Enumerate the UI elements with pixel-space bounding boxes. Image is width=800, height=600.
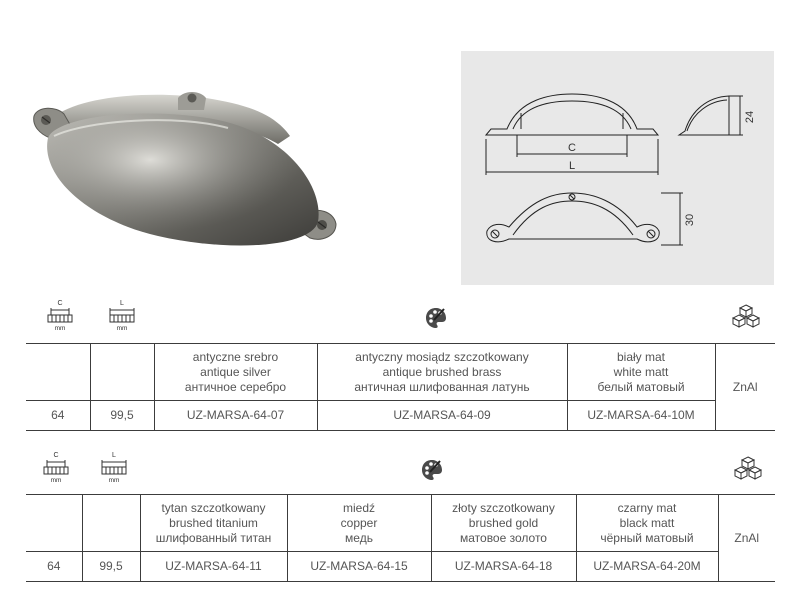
c-header-cell	[26, 495, 82, 552]
technical-drawing	[461, 51, 774, 285]
finish-name-cell	[431, 495, 576, 552]
finish-name-cell	[140, 495, 287, 552]
drawing-c-label: C	[568, 142, 576, 154]
finish-name-ru: античное серебро	[184, 379, 287, 394]
product-code-cell: UZ-MARSA-64-10M	[567, 401, 715, 431]
drawing-width-label: 30	[684, 213, 696, 227]
table-row	[26, 401, 775, 431]
product-photo	[28, 76, 350, 251]
table-row	[26, 552, 775, 582]
finish-name-cell	[576, 495, 718, 552]
finish-name-ru: белый матовый	[597, 379, 685, 394]
c-value-cell: 64	[26, 552, 82, 582]
ruler-c-icon	[46, 300, 74, 334]
product-code-cell: UZ-MARSA-64-07	[154, 401, 317, 431]
l-value-cell: 99,5	[90, 401, 154, 431]
finish-name-en: antique silver	[200, 364, 271, 379]
finish-name-en: brushed gold	[468, 515, 539, 530]
finish-name-ru: чёрный матовый	[600, 530, 694, 545]
spec-table-1	[26, 343, 775, 431]
material-cell: ZnAl	[715, 344, 775, 431]
finish-name-pl: tytan szczotkowany	[161, 500, 266, 515]
finish-name-pl: biały mat	[616, 349, 666, 364]
finish-name-pl: złoty szczotkowany	[452, 500, 555, 515]
l-unit: mm	[116, 325, 128, 332]
l-label: L	[112, 452, 116, 459]
material-cell: ZnAl	[718, 495, 775, 582]
finish-name-pl: czarny mat	[617, 500, 677, 515]
l-unit: mm	[108, 477, 120, 484]
finish-name-en: copper	[340, 515, 378, 530]
finish-name-pl: antyczne srebro	[192, 349, 279, 364]
finish-name-ru: матовое золото	[460, 530, 547, 545]
drawing-svg	[461, 51, 774, 285]
product-code-cell: UZ-MARSA-64-20M	[576, 552, 718, 582]
cubes-icon	[734, 456, 762, 482]
product-code-cell: UZ-MARSA-64-15	[287, 552, 431, 582]
finish-name-ru: медь	[345, 530, 373, 545]
product-code-cell: UZ-MARSA-64-18	[431, 552, 576, 582]
finish-name-pl: miedź	[342, 500, 375, 515]
cubes-icon	[732, 304, 760, 330]
c-unit: mm	[50, 477, 62, 484]
table-row	[26, 495, 775, 552]
finish-name-cell	[154, 344, 317, 401]
c-unit: mm	[54, 325, 66, 332]
l-value-cell: 99,5	[82, 552, 140, 582]
spec-table-2	[26, 494, 775, 582]
drawing-height-label: 24	[744, 110, 756, 124]
l-header-cell	[82, 495, 140, 552]
c-value-cell: 64	[26, 401, 90, 431]
finish-name-cell	[317, 344, 567, 401]
finish-name-en: black matt	[619, 515, 675, 530]
drawing-l-label: L	[568, 160, 576, 172]
table2-icon-row	[0, 452, 800, 486]
c-label: C	[57, 300, 63, 307]
c-label: C	[53, 452, 59, 459]
ruler-l-icon	[100, 452, 128, 486]
finish-name-pl: antyczny mosiądz szczotkowany	[355, 349, 529, 364]
c-header-cell	[26, 344, 90, 401]
ruler-c-icon	[42, 452, 70, 486]
product-code-cell: UZ-MARSA-64-11	[140, 552, 287, 582]
finish-name-en: brushed titanium	[169, 515, 258, 530]
finish-name-ru: шлифованный титан	[155, 530, 272, 545]
finish-name-cell	[567, 344, 715, 401]
product-code-cell: UZ-MARSA-64-09	[317, 401, 567, 431]
palette-icon	[420, 458, 444, 482]
finish-name-ru: античная шлифованная латунь	[354, 379, 530, 394]
palette-icon	[424, 306, 448, 330]
l-label: L	[120, 300, 124, 307]
ruler-l-icon	[108, 300, 136, 334]
finish-name-cell	[287, 495, 431, 552]
l-header-cell	[90, 344, 154, 401]
table-row	[26, 344, 775, 401]
table1-icon-row	[0, 300, 800, 334]
finish-name-en: white matt	[613, 364, 669, 379]
finish-name-en: antique brushed brass	[382, 364, 502, 379]
